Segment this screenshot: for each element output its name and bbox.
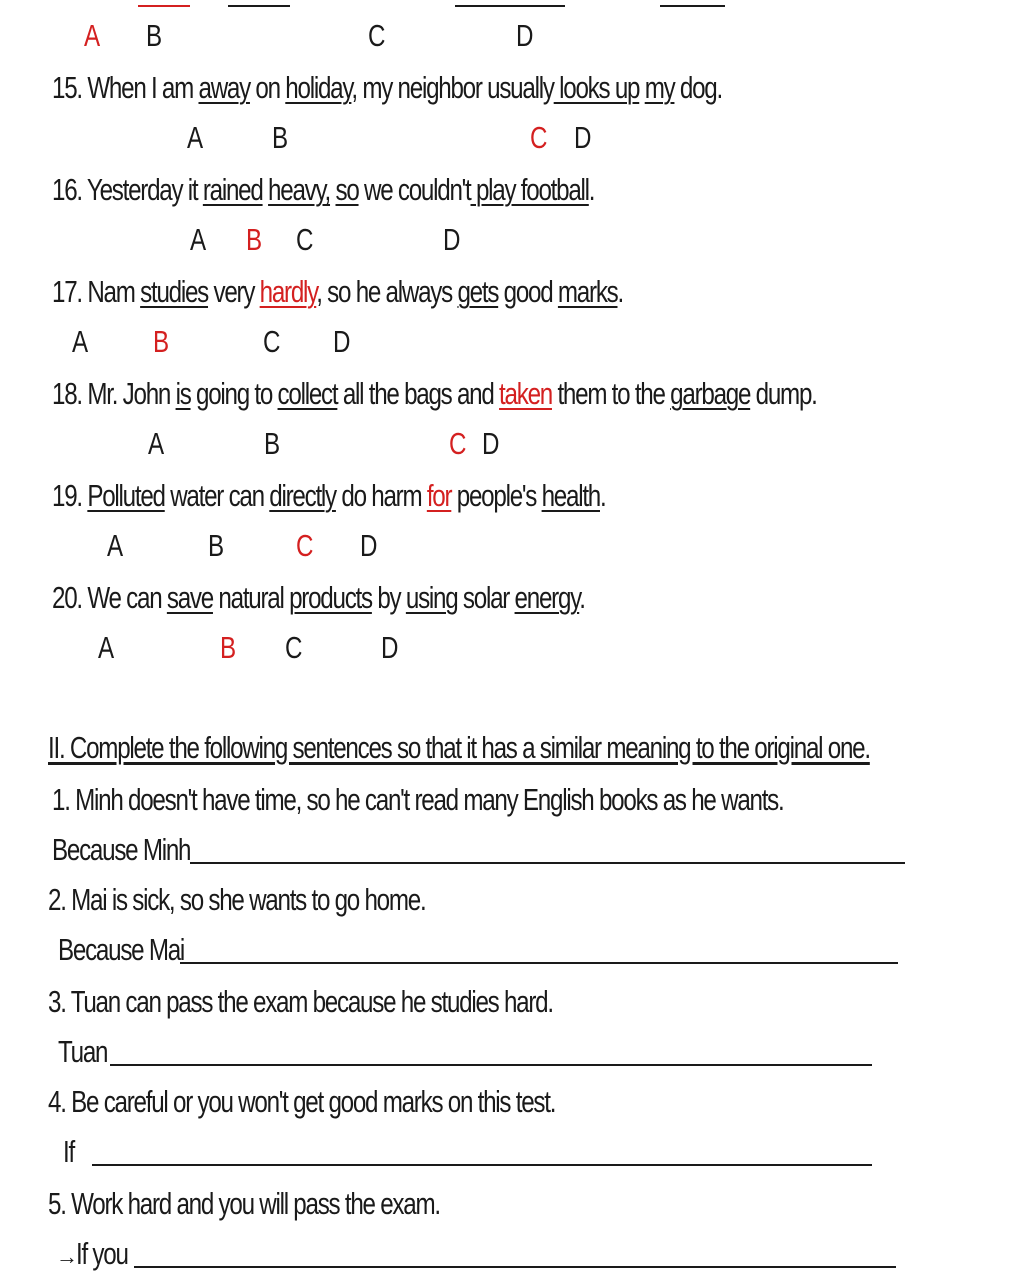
q16-option-c: C xyxy=(296,222,314,257)
rewrite-sentence-4: 4. Be careful or you won't get good marks on this test. xyxy=(48,1084,556,1119)
option-c-text: gets xyxy=(457,274,499,309)
rewrite-prompt-4: If xyxy=(63,1134,74,1169)
q19-option-a: A xyxy=(107,528,124,563)
option-a-text: away xyxy=(198,70,250,105)
option-b-text: hardly xyxy=(259,274,317,309)
q15-option-c: C xyxy=(530,120,548,155)
option-a-text: Polluted xyxy=(87,478,165,513)
option-c-text: looks up xyxy=(553,70,640,105)
option-d-text: garbage xyxy=(670,376,751,411)
option-b-text: holiday xyxy=(285,70,352,105)
q17-option-b: B xyxy=(153,324,170,359)
section-2-heading: II. Complete the following sentences so that it has a similar meaning to the original one. xyxy=(48,730,870,765)
rewrite-sentence-1: 1. Minh doesn't have time, so he can't read many English books as he wants. xyxy=(52,782,784,817)
option-a-text: studies xyxy=(140,274,209,309)
question-19: 19. Polluted water can directly do harm for people's health. xyxy=(52,478,606,513)
question-18: 18. Mr. John is going to collect all the bags and taken them to the garbage dump. xyxy=(52,376,817,411)
question-15: 15. When I am away on holiday, my neighbor usually looks up my dog. xyxy=(52,70,722,105)
option-a-text: save xyxy=(166,580,213,615)
q15-option-d: D xyxy=(574,120,592,155)
option-d-text: play football xyxy=(470,172,589,207)
question-number: 19. xyxy=(52,478,88,513)
question-number: 18. xyxy=(52,376,88,411)
q14-option-c: C xyxy=(368,18,386,53)
rewrite-prompt-3: Tuan xyxy=(58,1034,108,1069)
question-number: 17. xyxy=(52,274,88,309)
arrow-right-icon: → xyxy=(56,1244,78,1269)
q20-option-d: D xyxy=(381,630,399,665)
option-d-text: health xyxy=(541,478,600,513)
q14-underline-fragment xyxy=(455,5,565,7)
q18-option-a: A xyxy=(148,426,165,461)
q17-option-d: D xyxy=(333,324,351,359)
q19-option-b: B xyxy=(208,528,225,563)
question-16: 16. Yesterday it rained heavy, so we couldn't play football. xyxy=(52,172,595,207)
q20-option-a: A xyxy=(98,630,115,665)
answer-blank-5[interactable] xyxy=(134,1266,896,1268)
q16-option-b: B xyxy=(246,222,263,257)
option-c-text: for xyxy=(426,478,452,513)
question-number: 16. xyxy=(52,172,87,207)
answer-blank-3[interactable] xyxy=(110,1064,872,1066)
option-b-text: products xyxy=(289,580,372,615)
rewrite-sentence-2: 2. Mai is sick, so she wants to go home. xyxy=(48,882,426,917)
option-b-text: heavy, xyxy=(268,172,331,207)
question-number: 20. xyxy=(52,580,88,615)
q15-option-a: A xyxy=(187,120,204,155)
option-a-text: rained xyxy=(202,172,263,207)
option-d-text: energy xyxy=(514,580,580,615)
q16-option-d: D xyxy=(443,222,461,257)
q14-underline-fragment xyxy=(138,5,190,7)
q14-option-a: A xyxy=(84,18,101,53)
rewrite-sentence-5: 5. Work hard and you will pass the exam. xyxy=(48,1186,440,1221)
q14-option-d: D xyxy=(516,18,534,53)
q14-underline-fragment xyxy=(228,5,290,7)
rewrite-prompt-1: Because Minh xyxy=(52,832,191,867)
q18-option-d: D xyxy=(482,426,500,461)
option-d-text: marks xyxy=(557,274,618,309)
question-number: 15. xyxy=(52,70,88,105)
option-b-text: collect xyxy=(277,376,338,411)
rewrite-prompt-5: If you xyxy=(76,1236,128,1271)
q19-option-d: D xyxy=(360,528,378,563)
rewrite-prompt-2: Because Mai xyxy=(58,932,185,967)
option-b-text: directly xyxy=(269,478,336,513)
q18-option-c: C xyxy=(449,426,467,461)
q15-option-b: B xyxy=(272,120,289,155)
q17-option-c: C xyxy=(263,324,281,359)
q19-option-c: C xyxy=(296,528,314,563)
option-c-text: so xyxy=(335,172,359,207)
question-17: 17. Nam studies very hardly, so he always gets good marks. xyxy=(52,274,623,309)
option-c-text: using xyxy=(405,580,458,615)
question-20: 20. We can save natural products by using solar energy. xyxy=(52,580,585,615)
q14-underline-fragment xyxy=(660,5,725,7)
answer-blank-1[interactable] xyxy=(190,862,905,864)
q17-option-a: A xyxy=(72,324,89,359)
q14-option-b: B xyxy=(146,18,163,53)
q16-option-a: A xyxy=(190,222,207,257)
q20-option-c: C xyxy=(285,630,303,665)
answer-blank-4[interactable] xyxy=(92,1164,872,1166)
rewrite-sentence-3: 3. Tuan can pass the exam because he studies hard. xyxy=(48,984,553,1019)
answer-blank-2[interactable] xyxy=(180,962,898,964)
option-d-text: my xyxy=(644,70,675,105)
q18-option-b: B xyxy=(264,426,281,461)
option-a-text: is xyxy=(175,376,191,411)
option-c-text: taken xyxy=(499,376,552,411)
q20-option-b: B xyxy=(220,630,237,665)
